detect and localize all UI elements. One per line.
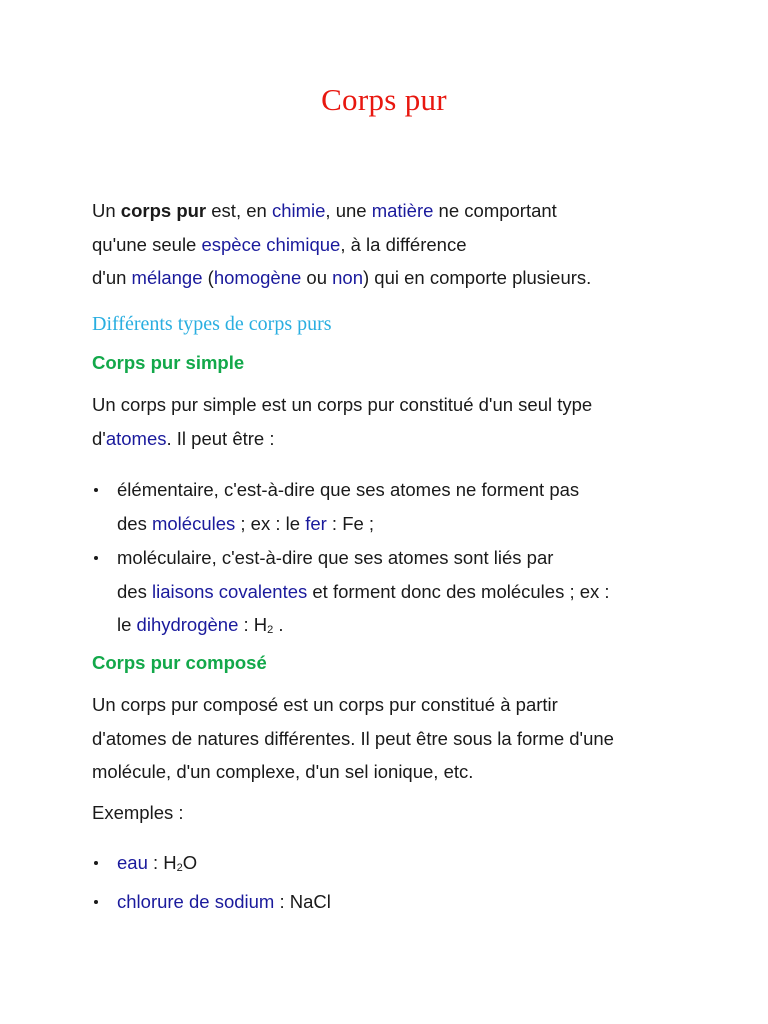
link-fer[interactable]: fer: [305, 512, 327, 534]
examples-list: [92, 846, 692, 918]
text: : H: [147, 852, 177, 873]
text: des: [117, 580, 152, 602]
text: , à la différence: [340, 233, 467, 255]
simple-heading: Corps pur simple: [92, 352, 245, 373]
list-item: [92, 541, 692, 646]
text: . Il peut être :: [166, 427, 275, 449]
list-item: [92, 885, 692, 919]
text: ) qui en comporte plusieurs.: [363, 267, 592, 288]
subscript: 2: [267, 624, 274, 636]
link-matiere[interactable]: matière: [371, 200, 434, 221]
link-eau[interactable]: eau: [117, 852, 148, 873]
text: , une: [325, 200, 372, 221]
intro-line-2: [92, 228, 692, 262]
text: : NaCl: [274, 890, 331, 912]
text: : Fe ;: [326, 512, 375, 534]
text: le: [117, 614, 137, 635]
intro-paragraph: [92, 194, 692, 295]
text: .: [273, 614, 284, 635]
text: : H: [238, 614, 268, 635]
text: élémentaire, c'est-à-dire que ses atomes ne forment pas: [117, 479, 580, 500]
link-melange[interactable]: mélange: [131, 267, 203, 288]
text: est, en: [206, 200, 272, 221]
link-liaisons-covalentes[interactable]: liaisons covalentes: [151, 580, 308, 602]
text: et forment donc des molécules ; ex :: [307, 580, 610, 602]
compose-line-3: molécule, d'un complexe, d'un sel ionique, etc.: [92, 761, 474, 782]
link-homogene[interactable]: homogène: [213, 267, 302, 288]
examples-label: [92, 796, 692, 830]
link-chlorure-de-sodium[interactable]: chlorure de sodium: [117, 890, 275, 912]
subscript: 2: [176, 862, 183, 874]
text: ou: [301, 267, 333, 288]
compose-paragraph: [92, 688, 692, 789]
simple-paragraph: [92, 388, 692, 455]
examples-label-text: Exemples :: [92, 802, 184, 823]
list-item: [92, 473, 692, 540]
link-chimie[interactable]: chimie: [271, 200, 326, 221]
compose-heading: Corps pur composé: [92, 652, 267, 673]
intro-line-3: [92, 261, 692, 295]
compose-line-1: Un corps pur composé est un corps pur constitué à partir: [92, 694, 558, 715]
intro-line-1: [92, 194, 692, 228]
compose-line-2: d'atomes de natures différentes. Il peut être sous la forme d'une: [92, 727, 614, 749]
text: (: [202, 267, 214, 288]
link-espece-chimique[interactable]: espèce chimique: [201, 233, 341, 255]
bold-term: corps pur: [120, 200, 207, 221]
simple-list: [92, 473, 692, 646]
page-title: Corps pur: [321, 82, 447, 117]
simple-line-1: Un corps pur simple est un corps pur constitué d'un seul type: [92, 394, 593, 415]
text: moléculaire, c'est-à-dire que ses atomes sont liés par: [117, 547, 554, 568]
text: ne comportant: [433, 200, 557, 221]
text: ; ex : le: [235, 512, 306, 534]
text: des: [117, 512, 152, 534]
text: O: [182, 852, 198, 873]
section-heading: Différents types de corps purs: [92, 313, 332, 335]
simple-line-2: [92, 422, 692, 456]
link-atomes[interactable]: atomes: [105, 427, 167, 449]
text: Un: [92, 200, 121, 221]
list-item: [92, 846, 692, 884]
text: d': [92, 427, 106, 449]
text: d'un: [92, 267, 132, 288]
link-dihydrogene[interactable]: dihydrogène: [136, 614, 239, 635]
link-molecules[interactable]: molécules: [151, 512, 236, 534]
link-non[interactable]: non: [332, 267, 363, 288]
text: qu'une seule: [92, 233, 202, 255]
